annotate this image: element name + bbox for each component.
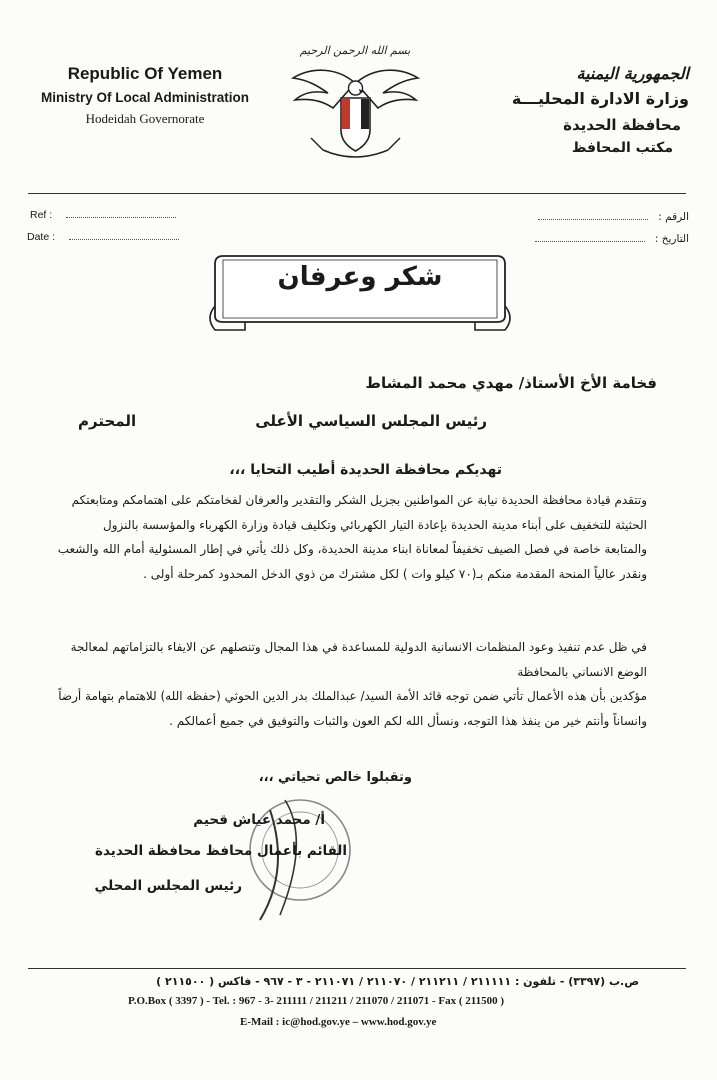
honorific: المحترم	[78, 412, 137, 430]
paragraph-3: مؤكدين بأن هذه الأعمال تأتي ضمن توجه قائد الأمة السيد/ عبدالملك بدر الدين الحوثي (حفظه الله) للاهتمام بتهامة أرضاً وانساناً وأنتم خير من ينفذ هذا التوجه، ونسأل الله لكم العون والثبات والتوفيق في جميع أعمالكم .	[58, 689, 647, 728]
footer-contact-en: P.O.Box ( 3397 ) - Tel. : 967 - 3- 211111 / 211211 / 211070 / 211071 - Fax ( 211500 )	[128, 995, 505, 1007]
closing: وتقبلوا خالص تحياتي ،،،	[258, 770, 412, 785]
greeting: تهديكم محافظة الحديدة أطيب التحايا ،،،	[229, 462, 502, 478]
footer-divider	[28, 968, 686, 969]
date-field-en	[27, 230, 179, 243]
signatory-title-2: رئيس المجلس المحلي	[94, 878, 242, 894]
country-name-en: Republic Of Yemen	[67, 64, 223, 83]
date-dotted-line	[69, 230, 179, 240]
scroll-banner-icon	[205, 246, 515, 338]
ref-label: Ref :	[30, 209, 53, 221]
footer-email: E-Mail : ic@hod.gov.ye – www.hod.gov.ye	[240, 1016, 437, 1028]
ref-field-en	[30, 208, 176, 221]
paragraph-1: وتتقدم قيادة محافظة الحديدة نيابة عن المواطنين بجزيل الشكر والتقدير والعرفان لفخامتكم على اهتمامكم ومتابعتكم الحثيثة للتخفيف على أبناء مدينة الحديدة بإعادة التيار الكهربائي وتكليف قيادة وزارة الكهرباء والمؤسسة بالنزول والمتابعة خاصة في فصل الصيف تخفيفاً لمعاناة ابناء مدينة الحديدة، وكل ذلك يأتي في إطار المسئولية أمام الله والشعب ونقدر عالياً المنحة المقدمة منكم بـ(٧٠ كيلو وات ) لكل مشترك من ذوي الدخل المحدود كمرحلة أولى .	[57, 493, 647, 581]
date-label-ar: التاريخ :	[654, 233, 689, 245]
ref-dotted-line-ar	[538, 210, 648, 220]
footer-contact-ar: ص.ب (٣٣٩٧) - تلفون : ٢١١١١١ / ٢١١٢١١ / ٢١١٠٧٠ / ٢١١٠٧١ - ٣ - ٩٦٧ - فاكس ( ٢١١٥٠٠ )	[156, 975, 639, 988]
ref-label-ar: الرقم :	[658, 211, 689, 223]
ref-field-ar	[538, 210, 689, 223]
paragraph-2: في ظل عدم تنفيذ وعود المنظمات الانسانية الدولية للمساعدة في هذا المجال وتنصلهم عن الايفاء بالتزاماتهم لمعالجة الوضع الانساني بالمحافظة	[70, 640, 647, 679]
ministry-name-en: Ministry Of Local Administration	[40, 90, 250, 105]
addressee-position: رئيس المجلس السياسي الأعلى	[255, 412, 487, 430]
governorate-name-en: Hodeidah Governorate	[85, 111, 205, 126]
signatory-title: القائم بأعمال محافظ محافظة الحديدة	[95, 843, 347, 859]
date-field-ar	[535, 232, 689, 245]
date-dotted-line-ar	[535, 232, 645, 242]
ministry-name-ar: وزارة الادارة المحليـــة	[511, 89, 689, 108]
header-divider	[28, 193, 686, 194]
header-arabic	[489, 64, 689, 156]
yemen-eagle-emblem-icon	[283, 38, 428, 168]
ref-dotted-line	[66, 208, 176, 218]
date-label: Date :	[27, 231, 56, 243]
signatory-name: أ/ محمد عياش قحيم	[193, 812, 325, 828]
emblem-basmala: بسم الله الرحمن الرحيم	[299, 44, 411, 57]
header-english	[30, 64, 260, 127]
banner-title: شكر وعرفان	[277, 262, 443, 292]
governorate-name-ar: محافظة الحديدة	[563, 116, 681, 134]
office-name-ar: مكتب المحافظ	[571, 140, 673, 156]
country-name-ar: الجمهورية اليمنية	[576, 64, 689, 83]
addressee: فخامة الأخ الأستاذ/ مهدي محمد المشاط	[365, 374, 657, 392]
